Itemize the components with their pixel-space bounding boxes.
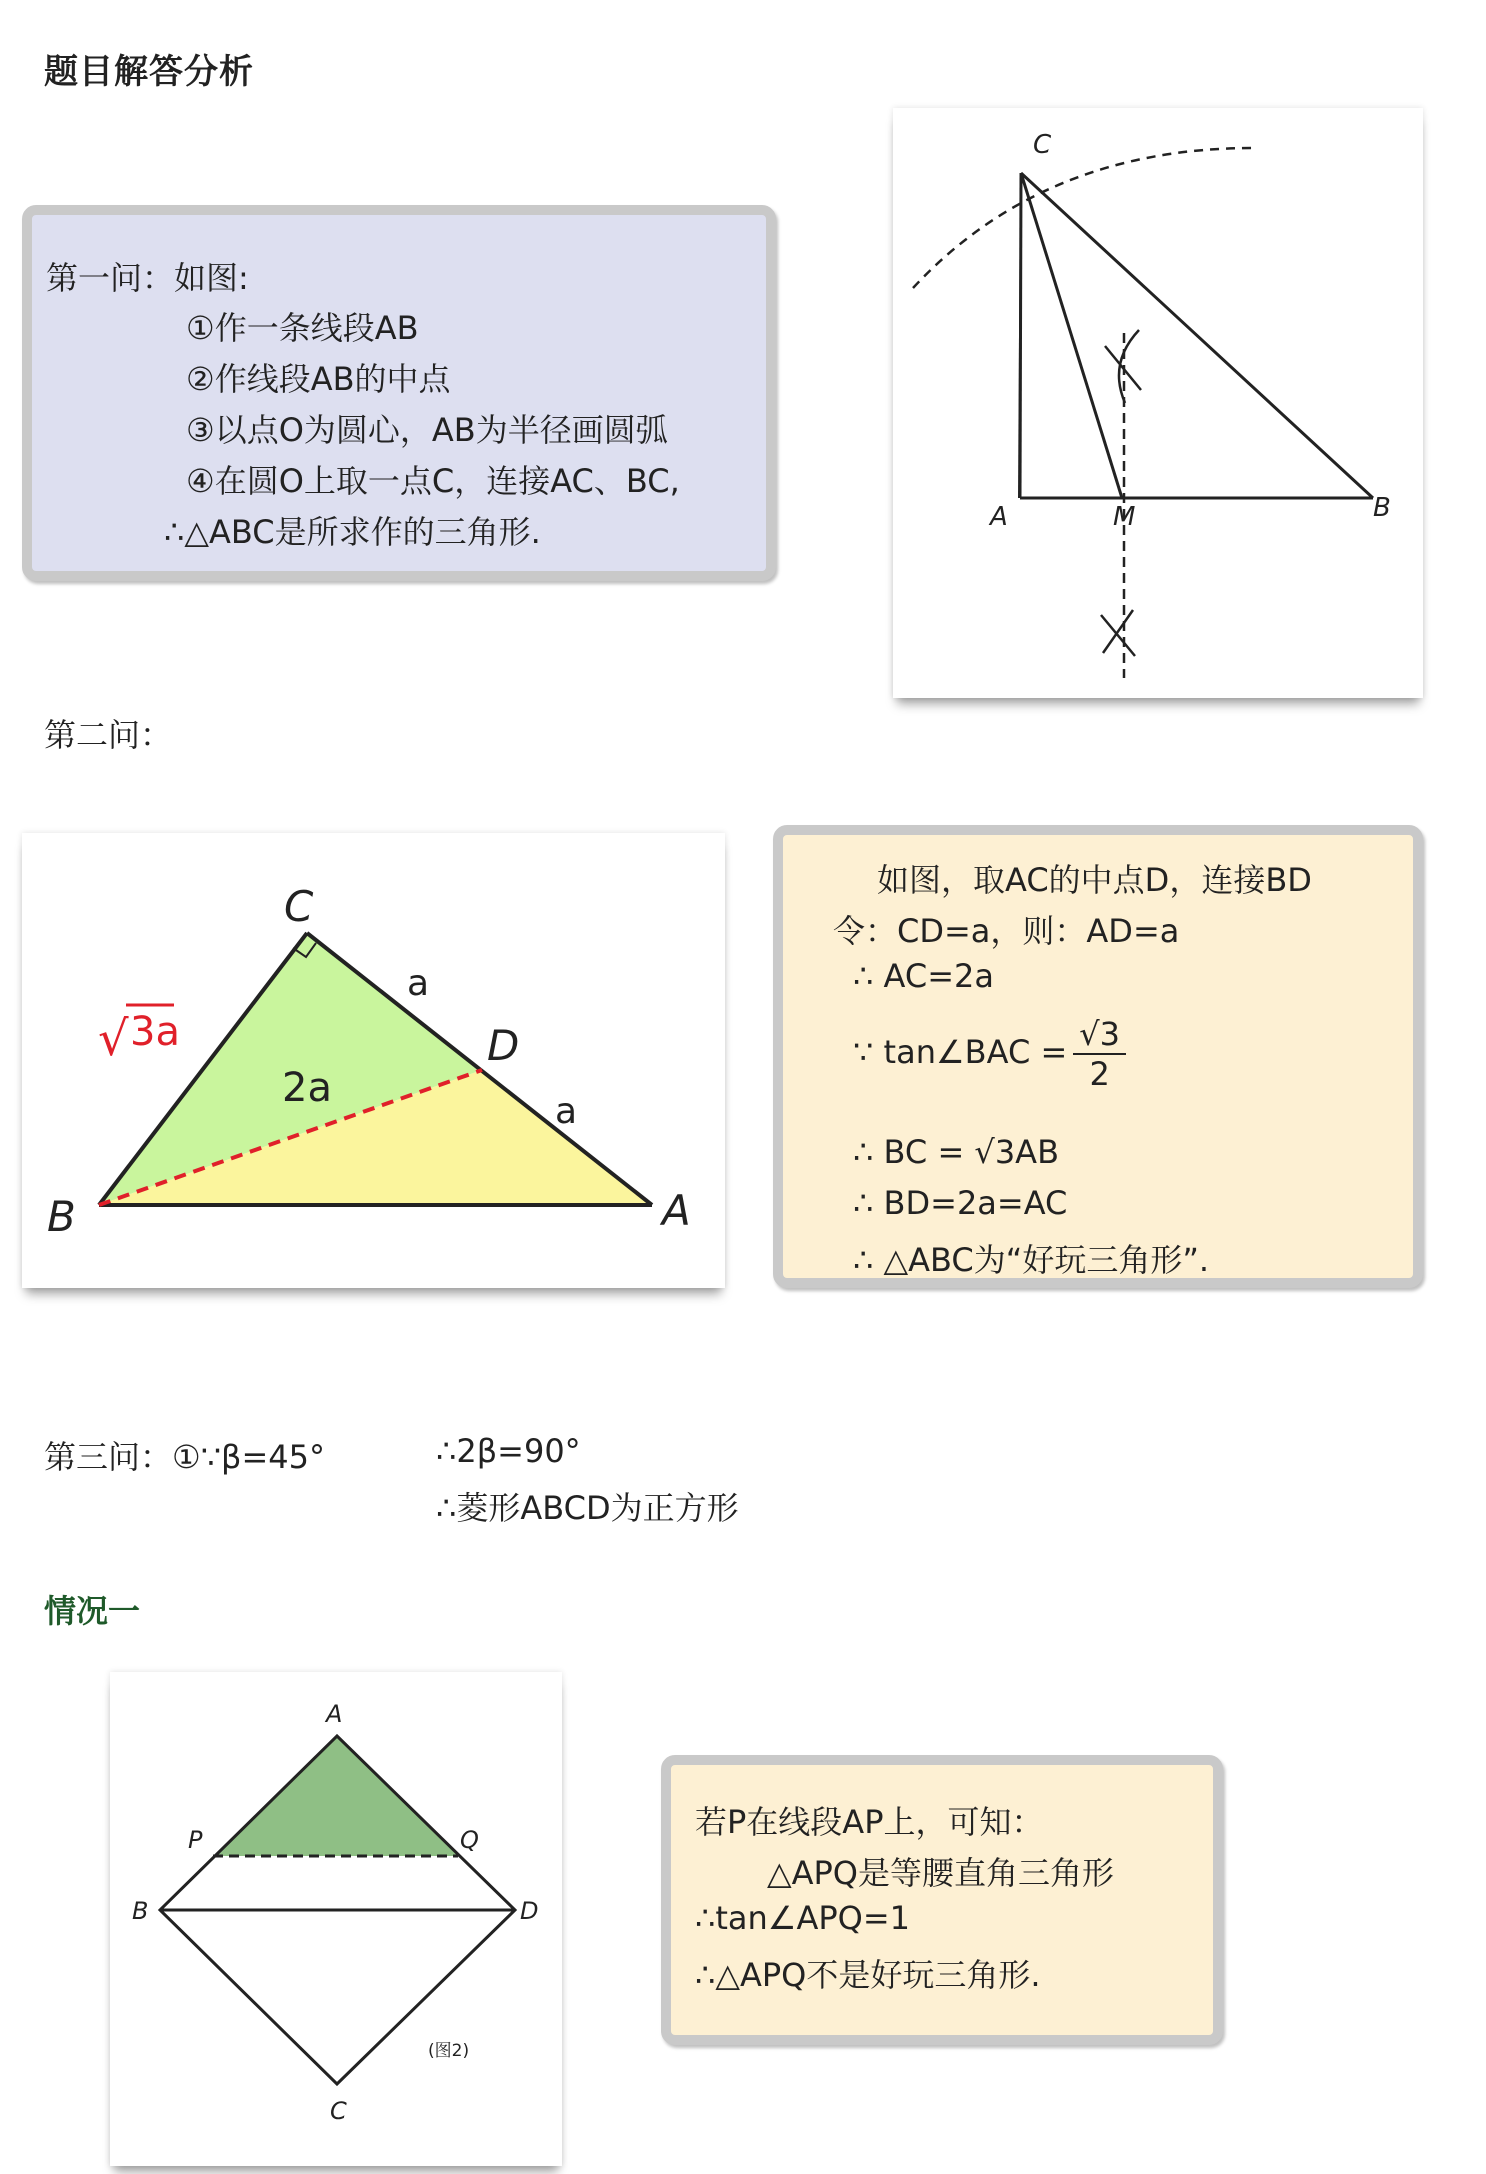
label-c: C bbox=[284, 882, 314, 931]
triangle-apq bbox=[213, 1736, 458, 1856]
label-d: D bbox=[520, 1897, 539, 1925]
label-c: C bbox=[1033, 130, 1052, 160]
part2-line-7: ∴ △ABC为“好玩三角形”. bbox=[853, 1241, 1210, 1279]
part3-note bbox=[661, 1755, 1223, 2045]
side-cb bbox=[1021, 173, 1373, 498]
triangle-figure bbox=[22, 833, 725, 1288]
label-sqrt-sign: √ bbox=[98, 1011, 129, 1067]
label-a: A bbox=[662, 1186, 691, 1235]
rhombus-figure-svg bbox=[110, 1672, 562, 2166]
part3-note-line-3: ∴tan∠APQ=1 bbox=[695, 1899, 911, 1937]
label-2a: 2a bbox=[282, 1065, 332, 1111]
rhombus-figure bbox=[110, 1672, 562, 2166]
label-3a: 3a bbox=[130, 1009, 180, 1055]
label-m: M bbox=[1113, 502, 1136, 532]
part3-note-line-4: ∴△APQ不是好玩三角形. bbox=[695, 1956, 1041, 1994]
part3-line-2: ∴菱形ABCD为正方形 bbox=[436, 1489, 739, 1527]
label-a-da: a bbox=[555, 1091, 578, 1132]
label-a-cd: a bbox=[407, 963, 430, 1004]
part1-line-6: ∴△ABC是所求作的三角形. bbox=[164, 513, 541, 551]
part2-line-3: ∴ AC=2a bbox=[853, 957, 994, 995]
part2-line-2: 令：CD=a，则：AD=a bbox=[833, 912, 1180, 950]
part3-note-line-1: 若P在线段AP上，可知： bbox=[695, 1803, 1044, 1841]
fraction-root3-over-2 bbox=[1073, 1015, 1126, 1093]
fraction-numerator: √3 bbox=[1073, 1015, 1126, 1055]
part1-line-4: ③以点O为圆心，AB为半径画圆弧 bbox=[186, 411, 668, 449]
part3-line-1b: ∴2β=90° bbox=[436, 1432, 581, 1470]
page-title: 题目解答分析 bbox=[44, 52, 254, 92]
fraction-denominator: 2 bbox=[1089, 1055, 1110, 1093]
part2-line-6: ∴ BD=2a=AC bbox=[853, 1184, 1068, 1222]
part1-note bbox=[22, 205, 776, 581]
construction-figure-svg bbox=[893, 108, 1423, 698]
construction-figure bbox=[893, 108, 1423, 698]
label-c: C bbox=[330, 2097, 347, 2125]
label-b: B bbox=[47, 1192, 76, 1241]
arc-mark-lower bbox=[1101, 610, 1135, 656]
part1-line-5: ④在圆O上取一点C，连接AC、BC, bbox=[186, 462, 680, 500]
label-a: A bbox=[990, 502, 1008, 532]
part3-line-1a: 第三问：①∵β=45° bbox=[44, 1438, 326, 1476]
part2-heading: 第二问： bbox=[44, 716, 173, 754]
tan-statement: ∵ tan∠BAC = bbox=[853, 1033, 1068, 1071]
part2-line-1: 如图，取AC的中点D，连接BD bbox=[877, 861, 1312, 899]
part1-line-2: ①作一条线段AB bbox=[186, 309, 419, 347]
construction-arc bbox=[913, 148, 1253, 288]
part1-line-1: 第一问：如图: bbox=[46, 259, 249, 297]
label-d: D bbox=[487, 1021, 520, 1070]
case-heading: 情况一 bbox=[44, 1592, 141, 1630]
part3-note-line-2: △APQ是等腰直角三角形 bbox=[767, 1854, 1114, 1892]
label-b: B bbox=[1373, 493, 1391, 523]
part1-line-3: ②作线段AB的中点 bbox=[186, 360, 451, 398]
label-p: P bbox=[188, 1826, 203, 1854]
segment-cm bbox=[1021, 173, 1122, 498]
part2-note bbox=[773, 825, 1423, 1288]
figure-caption: (图2) bbox=[428, 2041, 470, 2061]
label-q: Q bbox=[460, 1826, 479, 1854]
part2-line-4 bbox=[853, 1015, 1126, 1093]
triangle-figure-svg bbox=[22, 833, 725, 1288]
part2-line-5: ∴ BC = √3AB bbox=[853, 1133, 1060, 1171]
label-a: A bbox=[326, 1700, 343, 1728]
side-ca bbox=[1020, 173, 1021, 498]
label-b: B bbox=[132, 1897, 149, 1925]
